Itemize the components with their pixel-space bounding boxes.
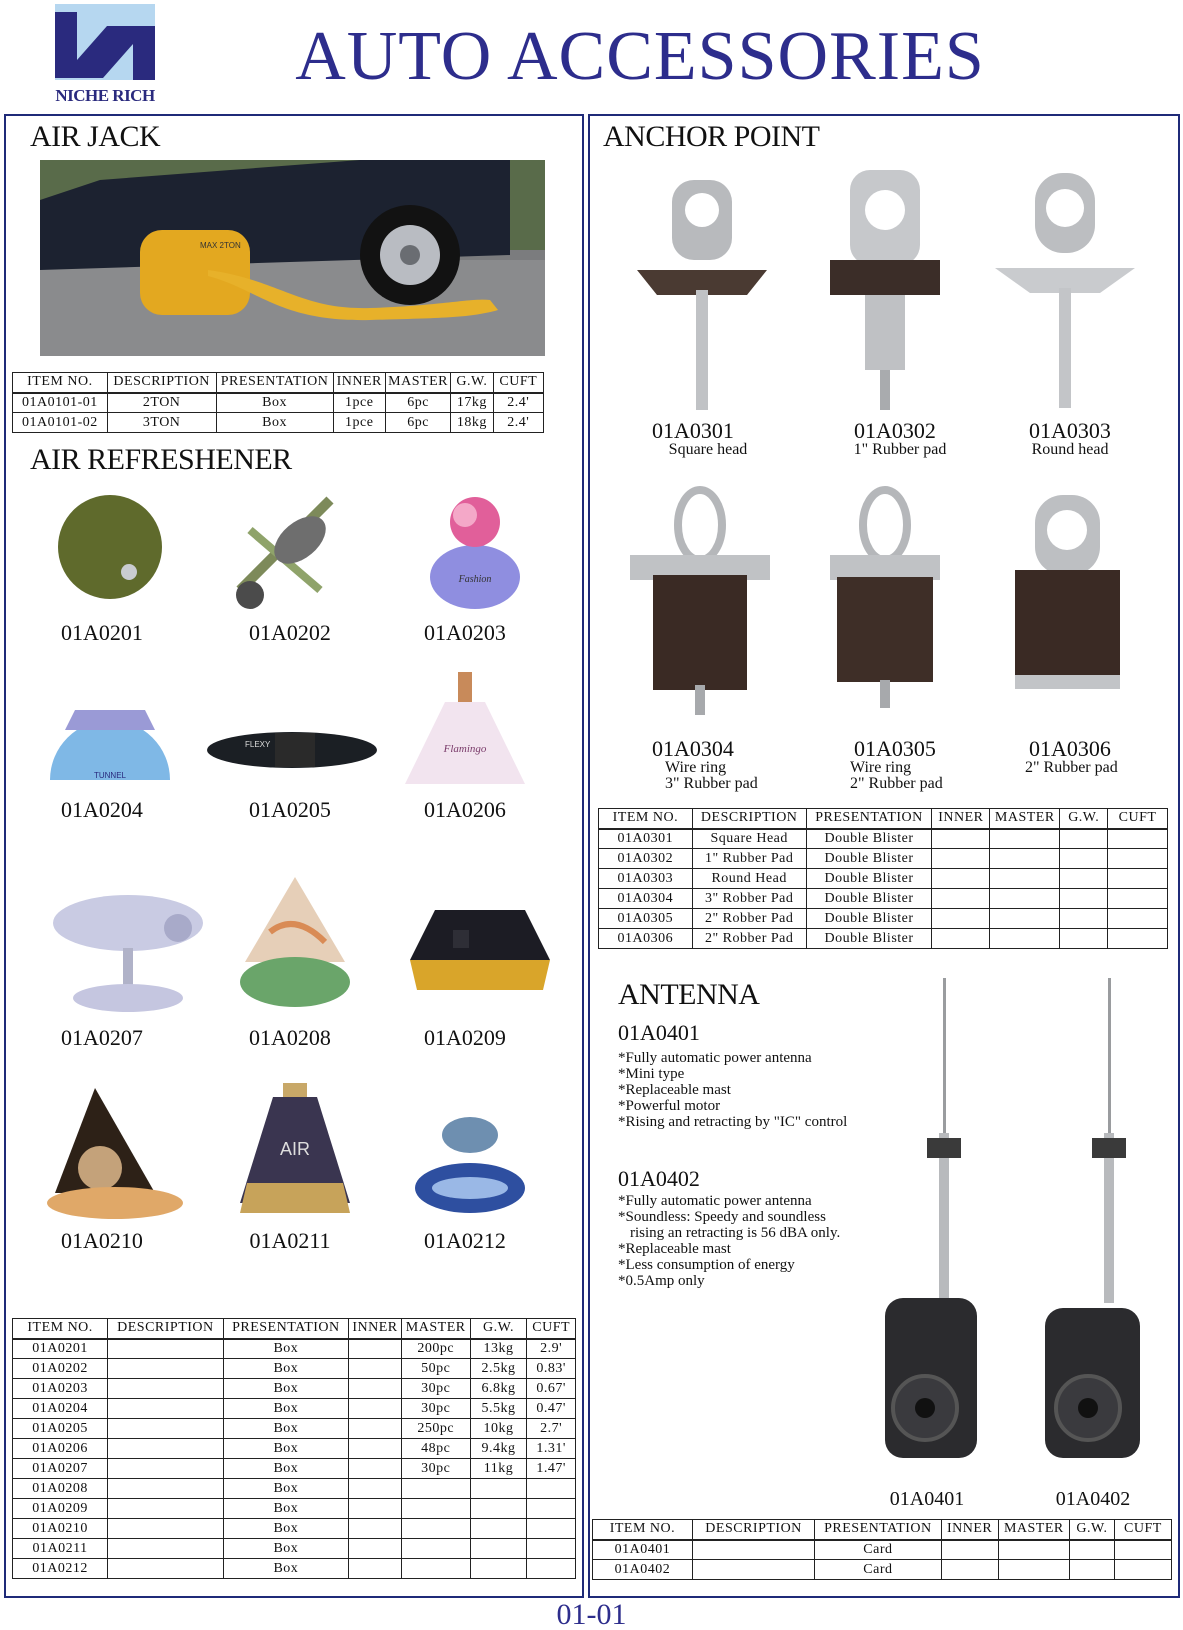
item-code: 01A0208 (249, 1025, 331, 1050)
table-row (13, 413, 544, 433)
cell: 01A0304 (599, 889, 693, 909)
anchor-caption: 1" Rubber pad (853, 441, 947, 458)
cell: 01A0209 (13, 1499, 108, 1519)
cell (941, 1540, 998, 1560)
cell: 0.67' (527, 1379, 576, 1399)
antenna-01A0401-icon (875, 978, 985, 1476)
cell: 01A0201 (13, 1339, 108, 1359)
cell (1114, 1560, 1171, 1580)
table-row (13, 1379, 576, 1399)
cell (1060, 909, 1108, 929)
cell (401, 1499, 470, 1519)
feature-line: *Less consumption of energy (618, 1257, 795, 1273)
cell: 13kg (470, 1339, 527, 1359)
cell: 2.7' (527, 1419, 576, 1439)
cell (108, 1419, 223, 1439)
anchor-code: 01A0305 (854, 736, 936, 761)
table-row (13, 393, 544, 413)
table-row (13, 1419, 576, 1439)
cell: Box (223, 1539, 349, 1559)
air-refreshener-table-body (13, 1339, 576, 1579)
cell (1060, 889, 1108, 909)
cell: 5.5kg (470, 1399, 527, 1419)
cell: Box (216, 393, 333, 413)
col-presentation: PRESENTATION (223, 1319, 349, 1339)
col-cuft: CUFT (1108, 809, 1168, 829)
col-gw: G.W. (1070, 1520, 1115, 1540)
cell: 2.4' (493, 393, 543, 413)
cell (349, 1479, 402, 1499)
col-master: MASTER (990, 809, 1060, 829)
cell (527, 1479, 576, 1499)
cell (1070, 1560, 1115, 1580)
cell (349, 1379, 402, 1399)
anchor-caption: Wire ring (850, 759, 912, 776)
cell (1060, 869, 1108, 889)
col-master: MASTER (998, 1520, 1069, 1540)
cell (349, 1519, 402, 1539)
cell (527, 1539, 576, 1559)
cell (932, 829, 990, 849)
cell: 2.4' (493, 413, 543, 433)
cell (990, 869, 1060, 889)
cell: 01A0401 (593, 1540, 693, 1560)
antenna-table (592, 1519, 1172, 1580)
col-gw: G.W. (470, 1319, 527, 1339)
cell: 01A0202 (13, 1359, 108, 1379)
item-code: 01A0212 (424, 1228, 506, 1253)
cell: Round Head (692, 869, 806, 889)
cell (932, 909, 990, 929)
feature-line: *Fully automatic power antenna (618, 1050, 812, 1066)
feature-line: *Replaceable mast (618, 1241, 731, 1257)
anchor-code: 01A0302 (854, 418, 936, 443)
cell (470, 1559, 527, 1579)
table-header-row (593, 1520, 1172, 1540)
cell (1108, 829, 1168, 849)
cell (998, 1560, 1069, 1580)
cell (932, 869, 990, 889)
anchor-code: 01A0304 (652, 736, 734, 761)
cell: Card (815, 1560, 941, 1580)
cell (470, 1519, 527, 1539)
cell (1108, 929, 1168, 949)
air-jack-table (12, 372, 544, 433)
anchor-caption: 3" Rubber pad (665, 775, 758, 792)
item-code: 01A0203 (424, 620, 506, 645)
item-code: 01A0205 (249, 797, 331, 822)
cell (692, 1560, 814, 1580)
air-bottle-icon (235, 1083, 355, 1223)
col-description: DESCRIPTION (692, 809, 806, 829)
cell: 2.9' (527, 1339, 576, 1359)
page-number: 01-01 (556, 1598, 627, 1630)
feature-line: *Fully automatic power antenna (618, 1193, 812, 1209)
cell: 9.4kg (470, 1439, 527, 1459)
cell (349, 1339, 402, 1359)
cell: Box (223, 1499, 349, 1519)
antenna-table-body (593, 1540, 1172, 1580)
cell (349, 1419, 402, 1439)
cell: 50pc (401, 1359, 470, 1379)
brand-name: NICHE RICH (55, 86, 155, 105)
cell (108, 1479, 223, 1499)
round-head-anchor-icon (990, 168, 1140, 418)
anchor-caption: 2" Rubber pad (850, 775, 943, 792)
cell (470, 1479, 527, 1499)
half-dome-freshener-icon (45, 700, 175, 790)
cell (1108, 869, 1168, 889)
cell (401, 1539, 470, 1559)
cell: 01A0203 (13, 1379, 108, 1399)
cell: 2" Robber Pad (692, 929, 806, 949)
cell (349, 1459, 402, 1479)
cell (990, 909, 1060, 929)
anchor-code: 01A0303 (1029, 418, 1111, 443)
cell: 1.31' (527, 1439, 576, 1459)
cell: 200pc (401, 1339, 470, 1359)
cell: Card (815, 1540, 941, 1560)
col-inner: INNER (349, 1319, 402, 1339)
cell: Double Blister (806, 869, 932, 889)
cell: Box (223, 1359, 349, 1379)
cell: Box (223, 1439, 349, 1459)
cell: Square Head (692, 829, 806, 849)
cell (1060, 929, 1108, 949)
feature-line: *Mini type (618, 1066, 685, 1082)
table-header-row (599, 809, 1168, 829)
table-row (593, 1540, 1172, 1560)
cell: Box (223, 1559, 349, 1579)
cell (527, 1499, 576, 1519)
table-row (599, 849, 1168, 869)
cell: 01A0210 (13, 1519, 108, 1539)
cell: 01A0302 (599, 849, 693, 869)
cell: 01A0303 (599, 869, 693, 889)
cell (932, 929, 990, 949)
col-item-no: ITEM NO. (593, 1520, 693, 1540)
table-row (599, 829, 1168, 849)
col-cuft: CUFT (1114, 1520, 1171, 1540)
anchor-point-table (598, 808, 1168, 949)
flower-bottle-label: Fashion (458, 574, 492, 585)
cell: 01A0206 (13, 1439, 108, 1459)
flamingo-label: Flamingo (443, 743, 487, 755)
table-row (13, 1459, 576, 1479)
antenna-features-2 (618, 1193, 918, 1289)
table-row (13, 1559, 576, 1579)
cell: 01A0212 (13, 1559, 108, 1579)
cell (692, 1540, 814, 1560)
cell: 01A0306 (599, 929, 693, 949)
item-code: 01A0202 (249, 620, 331, 645)
cell (998, 1540, 1069, 1560)
cell: 6pc (385, 393, 450, 413)
fan-clip-freshener-icon (220, 480, 360, 620)
table-row (13, 1499, 576, 1519)
air-bottle-label: AIR (279, 1139, 311, 1159)
air-refreshener-title: AIR REFRESHENER (30, 443, 292, 476)
antenna-01A0402-icon (1040, 978, 1150, 1476)
antenna-image-label: 01A0401 (889, 1488, 965, 1510)
cell: 10kg (470, 1419, 527, 1439)
cell: Box (216, 413, 333, 433)
rubber-pad-anchor-2-icon (1005, 490, 1130, 710)
col-presentation: PRESENTATION (216, 373, 333, 393)
table-row (13, 1519, 576, 1539)
cell (108, 1339, 223, 1359)
cell (108, 1379, 223, 1399)
dome-bottle-freshener-icon (410, 1110, 530, 1215)
cell (108, 1439, 223, 1459)
round-disc-freshener-icon (55, 492, 165, 602)
cell (108, 1499, 223, 1519)
cell: 01A0204 (13, 1399, 108, 1419)
col-presentation: PRESENTATION (806, 809, 932, 829)
cell: 01A0305 (599, 909, 693, 929)
capsule-label: FLEXY (245, 740, 271, 749)
col-cuft: CUFT (527, 1319, 576, 1339)
cell: 1pce (333, 393, 385, 413)
antenna-code: 01A0402 (618, 1166, 700, 1191)
cell: 01A0101-02 (13, 413, 108, 433)
cell: 1pce (333, 413, 385, 433)
half-dome-label: TUNNEL (93, 771, 127, 780)
table-row (599, 889, 1168, 909)
cell: Box (223, 1519, 349, 1539)
col-item-no: ITEM NO. (13, 373, 108, 393)
feature-line: *Rising and retracting by "IC" control (618, 1114, 848, 1130)
cell (527, 1559, 576, 1579)
cell (1108, 849, 1168, 869)
cell (1060, 849, 1108, 869)
table-header-row (13, 373, 544, 393)
cell: Double Blister (806, 929, 932, 949)
cell: 01A0101-01 (13, 393, 108, 413)
cell (932, 889, 990, 909)
cell (990, 829, 1060, 849)
col-item-no: ITEM NO. (13, 1319, 108, 1339)
air-refreshener-table (12, 1318, 576, 1579)
cell (941, 1560, 998, 1580)
cell (401, 1479, 470, 1499)
air-jack-title: AIR JACK (30, 120, 161, 153)
table-row (13, 1359, 576, 1379)
cell: 1.47' (527, 1459, 576, 1479)
cell: 3" Robber Pad (692, 889, 806, 909)
cell: 2" Robber Pad (692, 909, 806, 929)
cell: 1" Rubber Pad (692, 849, 806, 869)
cell: Box (223, 1399, 349, 1419)
col-inner: INNER (333, 373, 385, 393)
anchor-code: 01A0306 (1029, 736, 1111, 761)
cell (1108, 909, 1168, 929)
item-code: 01A0201 (61, 620, 143, 645)
rubber-pad-anchor-icon (820, 165, 950, 415)
cell (1070, 1540, 1115, 1560)
capsule-freshener-icon (205, 725, 380, 775)
cell (401, 1519, 470, 1539)
anchor-caption: 2" Rubber pad (1025, 759, 1118, 776)
antenna-title: ANTENNA (618, 978, 760, 1011)
cell: 18kg (451, 413, 493, 433)
col-item-no: ITEM NO. (599, 809, 693, 829)
cell: 11kg (470, 1459, 527, 1479)
table-row (599, 869, 1168, 889)
col-inner: INNER (932, 809, 990, 829)
cell: 250pc (401, 1419, 470, 1439)
feature-line: *0.5Amp only (618, 1273, 705, 1289)
cell (349, 1559, 402, 1579)
cell (470, 1539, 527, 1559)
anchor-caption: Square head (668, 441, 748, 458)
antenna-image-label: 01A0402 (1055, 1488, 1131, 1510)
item-code: 01A0210 (61, 1228, 143, 1253)
cell: 01A0402 (593, 1560, 693, 1580)
cell (527, 1519, 576, 1539)
cell (401, 1559, 470, 1579)
wire-ring-anchor-2-icon (825, 485, 945, 710)
cell: 01A0205 (13, 1419, 108, 1439)
cell (108, 1359, 223, 1379)
cell (349, 1539, 402, 1559)
brand-logo-mark (55, 4, 155, 80)
cell (470, 1499, 527, 1519)
cell: 30pc (401, 1379, 470, 1399)
item-code: 01A0204 (61, 797, 143, 822)
col-description: DESCRIPTION (692, 1520, 814, 1540)
col-presentation: PRESENTATION (815, 1520, 941, 1540)
table-row (13, 1399, 576, 1419)
table-row (599, 929, 1168, 949)
item-code: 01A0206 (424, 797, 506, 822)
cell (1108, 889, 1168, 909)
cell (108, 1559, 223, 1579)
spaceship-freshener-icon (48, 878, 208, 1018)
cell (108, 1519, 223, 1539)
box-freshener-icon (405, 900, 555, 995)
item-code: 01A0211 (249, 1228, 331, 1253)
anchor-point-title: ANCHOR POINT (603, 120, 820, 153)
cell: 01A0301 (599, 829, 693, 849)
cell: 2TON (107, 393, 216, 413)
cell: 2.5kg (470, 1359, 527, 1379)
cell (990, 889, 1060, 909)
table-header-row (13, 1319, 576, 1339)
cell (349, 1499, 402, 1519)
cell: 6pc (385, 413, 450, 433)
feature-line: *Soundless: Speedy and soundless (618, 1209, 826, 1225)
feature-line: *Powerful motor (618, 1098, 721, 1114)
col-master: MASTER (385, 373, 450, 393)
col-gw: G.W. (451, 373, 493, 393)
page-title: AUTO ACCESSORIES (295, 18, 985, 95)
cell (349, 1439, 402, 1459)
table-row (13, 1439, 576, 1459)
air-jack-photo (40, 160, 545, 356)
pyramid-freshener-icon (45, 1083, 185, 1223)
item-code: 01A0207 (61, 1025, 143, 1050)
cell: Box (223, 1339, 349, 1359)
cell: Double Blister (806, 909, 932, 929)
table-row (13, 1539, 576, 1559)
col-description: DESCRIPTION (107, 373, 216, 393)
cell: Double Blister (806, 829, 932, 849)
cell: 01A0211 (13, 1539, 108, 1559)
anchor-point-table-body (599, 829, 1168, 949)
cell (932, 849, 990, 869)
table-row (13, 1339, 576, 1359)
cell: 6.8kg (470, 1379, 527, 1399)
cone-freshener-icon (235, 872, 355, 1012)
cell: Double Blister (806, 889, 932, 909)
cell (1114, 1540, 1171, 1560)
anchor-caption: Round head (1031, 441, 1109, 458)
cell: 30pc (401, 1399, 470, 1419)
antenna-code: 01A0401 (618, 1020, 700, 1045)
feature-line: *Replaceable mast (618, 1082, 731, 1098)
flower-bottle-freshener-icon (420, 487, 530, 617)
table-row (599, 909, 1168, 929)
cell: Double Blister (806, 849, 932, 869)
col-cuft: CUFT (493, 373, 543, 393)
cell (990, 849, 1060, 869)
cell: Box (223, 1479, 349, 1499)
cell: 3TON (107, 413, 216, 433)
cell: 0.83' (527, 1359, 576, 1379)
col-master: MASTER (401, 1319, 470, 1339)
cell (349, 1359, 402, 1379)
cell: 01A0207 (13, 1459, 108, 1479)
air-jack-max-label: MAX 2TON (200, 241, 241, 250)
cell: 01A0208 (13, 1479, 108, 1499)
cell: 17kg (451, 393, 493, 413)
flamingo-bottle-icon (400, 672, 530, 792)
antenna-features-1 (618, 1050, 918, 1130)
feature-line: rising an retracting is 56 dBA only. (630, 1225, 841, 1241)
cell (108, 1459, 223, 1479)
table-row (593, 1560, 1172, 1580)
cell: Box (223, 1419, 349, 1439)
cell: 48pc (401, 1439, 470, 1459)
cell (990, 929, 1060, 949)
wire-ring-anchor-icon (625, 485, 775, 720)
table-row (13, 1479, 576, 1499)
square-head-anchor-icon (632, 175, 772, 415)
cell (1060, 829, 1108, 849)
cell: 0.47' (527, 1399, 576, 1419)
anchor-code: 01A0301 (652, 418, 734, 443)
col-inner: INNER (941, 1520, 998, 1540)
cell: 30pc (401, 1459, 470, 1479)
col-description: DESCRIPTION (108, 1319, 223, 1339)
cell: Box (223, 1459, 349, 1479)
cell (108, 1399, 223, 1419)
item-code: 01A0209 (424, 1025, 506, 1050)
brand-logo (55, 4, 155, 80)
anchor-caption: Wire ring (665, 759, 727, 776)
cell (108, 1539, 223, 1559)
col-gw: G.W. (1060, 809, 1108, 829)
cell: Box (223, 1379, 349, 1399)
cell (349, 1399, 402, 1419)
